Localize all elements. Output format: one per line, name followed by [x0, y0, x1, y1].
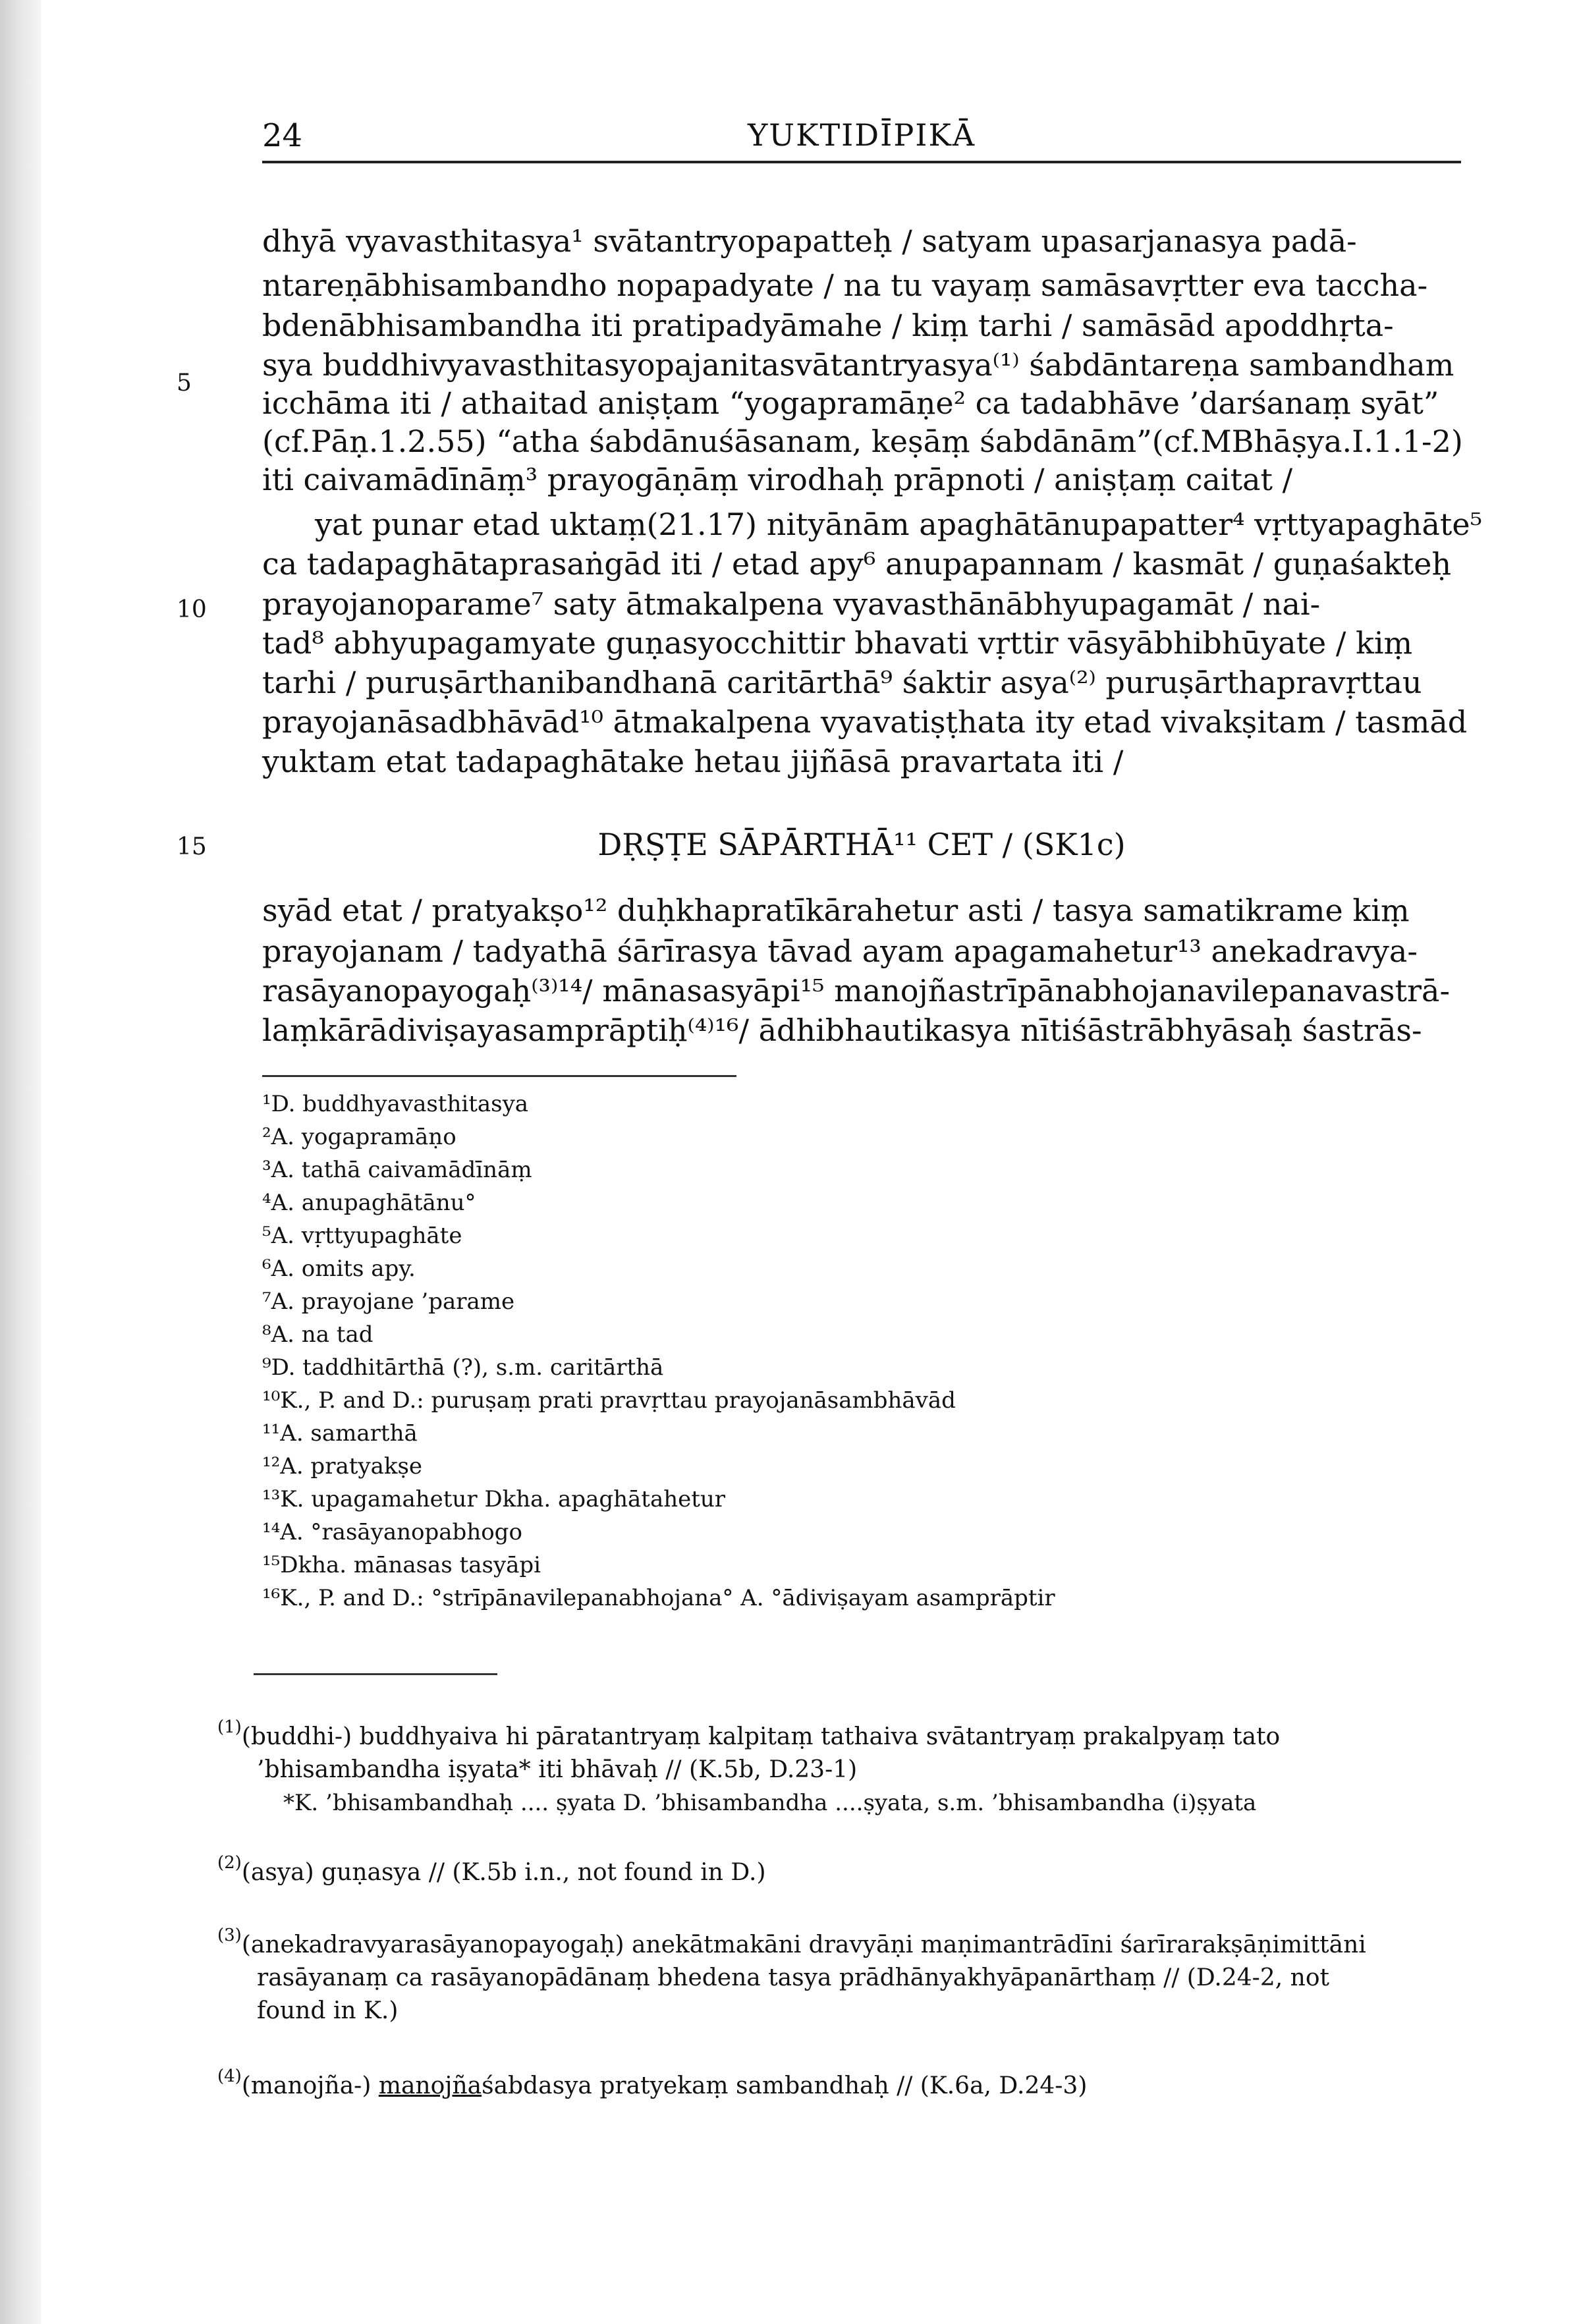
note-line: $^{(2)}$(asya) guṇasya // (K.5b i.n., not found in D.)	[217, 1853, 766, 1886]
body-line: laṃkārādiviṣayasamprāptiḥ⁽⁴⁾¹⁶/ ādhibhautikasya nītiśāstrābhyāsaḥ śastrās-	[262, 1012, 1422, 1048]
body-line: iti caivamādīnāṃ³ prayogāṇāṃ virodhaḥ prāpnoti / aniṣṭaṃ caitat /	[262, 462, 1293, 497]
body-line: ca tadapaghātaprasaṅgād iti / etad apy⁶ anupapannam / kasmāt / guṇaśakteḥ	[262, 546, 1452, 582]
note-marker: (2)	[217, 1853, 242, 1873]
line-number: 5	[177, 370, 192, 397]
commentary-note	[217, 1925, 1469, 2028]
body-line: tad⁸ abhyupagamyate guṇasyocchittir bhavati vṛttir vāsyābhibhūyate / kiṃ	[262, 625, 1413, 661]
body-line: (cf.Pāṇ.1.2.55) “atha śabdānuśāsanam, keṣāṃ śabdānām”(cf.MBhāṣya.I.1.1-2)	[262, 424, 1463, 459]
commentary-note	[217, 1717, 1469, 1819]
footnote: ⁶A. omits apy.	[262, 1256, 416, 1282]
body-line: dhyā vyavasthitasya¹ svātantryopapatteḥ / satyam upasarjanasya padā-	[262, 223, 1357, 259]
section-heading: DṚṢṬE SĀPĀRTHĀ¹¹ CET / (SK1c)	[597, 827, 1126, 862]
body-line: syād etat / pratyakṣo¹² duḥkhapratīkārahetur asti / tasya samatikrame kiṃ	[262, 893, 1410, 928]
line-number: 15	[177, 833, 207, 860]
body-line: bdenābhisambandha iti pratipadyāmahe / kiṃ tarhi / samāsād apoddhṛta-	[262, 308, 1394, 343]
body-line: yat punar etad uktaṃ(21.17) nityānām apaghātānupapatter⁴ vṛttyapaghāte⁵	[315, 507, 1483, 542]
footnote: ¹⁴A. °rasāyanopabhogo	[262, 1519, 522, 1545]
page-number: 24	[262, 117, 303, 154]
line-number: 10	[177, 596, 207, 623]
note-line: found in K.)	[257, 1997, 399, 2024]
footnote-rule	[262, 1075, 736, 1077]
footnote: ¹³K. upagamahetur Dkha. apaghātahetur	[262, 1486, 726, 1512]
note-line: $^{(1)}$(buddhi-) buddhyaiva hi pāratantryaṃ kalpitaṃ tathaiva svātantryaṃ prakalpyaṃ tato	[217, 1717, 1281, 1750]
footnote: ¹¹A. samarthā	[262, 1420, 418, 1447]
body-line: sya buddhivyavasthitasyopajanitasvātantryasya⁽¹⁾ śabdāntareṇa sambandham	[262, 347, 1454, 383]
commentary-note	[217, 2066, 1469, 2103]
note-line: *K. ’bhisambandhaḥ .... ṣyata D. ’bhisambandha ....ṣyata, s.m. ’bhisambandha (i)ṣyata	[283, 1790, 1257, 1816]
footnote: ⁹D. taddhitārthā (?), s.m. caritārthā	[262, 1354, 664, 1381]
note-marker: (1)	[217, 1717, 242, 1737]
note-marker: (4)	[217, 2066, 242, 2086]
body-line: tarhi / puruṣārthanibandhanā caritārthā⁹ śaktir asya⁽²⁾ puruṣārthapravṛttau	[262, 665, 1422, 700]
note-line: ’bhisambandha iṣyata* iti bhāvaḥ // (K.5b, D.23-1)	[257, 1756, 858, 1783]
body-line: ntareṇābhisambandho nopapadyate / na tu vayaṃ samāsavṛtter eva taccha-	[262, 267, 1428, 303]
body-line: icchāma iti / athaitad aniṣṭam “yogapramāṇe² ca tadabhāve ’darśanaṃ syāt”	[262, 385, 1439, 421]
body-line: prayojanoparame⁷ saty ātmakalpena vyavasthānābhyupagamāt / nai-	[262, 586, 1321, 622]
footnote: ⁴A. anupaghātānu°	[262, 1190, 476, 1216]
underlined-word: manojña	[378, 2072, 482, 2099]
running-title: YUKTIDĪPIKĀ	[747, 117, 976, 153]
body-line: yuktam etat tadapaghātake hetau jijñāsā pravartata iti /	[262, 744, 1124, 779]
footnote: ¹⁰K., P. and D.: puruṣaṃ prati pravṛttau prayojanāsambhāvād	[262, 1387, 956, 1414]
footnote: ¹²A. pratyakṣe	[262, 1453, 423, 1480]
note-marker: (3)	[217, 1925, 242, 1945]
footnote: ⁵A. vṛttyupaghāte	[262, 1223, 462, 1249]
notes-rule	[254, 1673, 497, 1675]
body-line: rasāyanopayogaḥ⁽³⁾¹⁴/ mānasasyāpi¹⁵ manojñastrīpānabhojanavilepanavastrā-	[262, 973, 1450, 1009]
footnote: ¹D. buddhyavasthitasya	[262, 1091, 529, 1117]
footnote: ¹⁶K., P. and D.: °strīpānavilepanabhojana° A. °ādiviṣayam asamprāptir	[262, 1585, 1055, 1611]
footnote: ¹⁵Dkha. mānasas tasyāpi	[262, 1552, 541, 1578]
body-line: prayojanam / tadyathā śārīrasya tāvad ayam apagamahetur¹³ anekadravya-	[262, 933, 1418, 969]
footnote: ⁷A. prayojane ’parame	[262, 1288, 515, 1315]
note-line: $^{(3)}$(anekadravyarasāyanopayogaḥ) anekātmakāni dravyāṇi maṇimantrādīni śarīrarakṣāṇimittāni	[217, 1925, 1366, 1958]
page-header	[262, 117, 1461, 163]
footnote: ²A. yogapramāṇo	[262, 1124, 456, 1150]
note-line: $^{(4)}$(manojña-) manojñaśabdasya pratyekaṃ sambandhaḥ // (K.6a, D.24-3)	[217, 2066, 1088, 2099]
footnote: ³A. tathā caivamādīnāṃ	[262, 1157, 532, 1183]
body-line: prayojanāsadbhāvād¹⁰ ātmakalpena vyavatiṣṭhata ity etad vivakṣitam / tasmād	[262, 704, 1468, 740]
note-line: rasāyanaṃ ca rasāyanopādānaṃ bhedena tasya prādhānyakhyāpanārthaṃ // (D.24-2, not	[257, 1964, 1329, 1991]
footnote: ⁸A. na tad	[262, 1321, 374, 1348]
commentary-note	[217, 1853, 1469, 1889]
